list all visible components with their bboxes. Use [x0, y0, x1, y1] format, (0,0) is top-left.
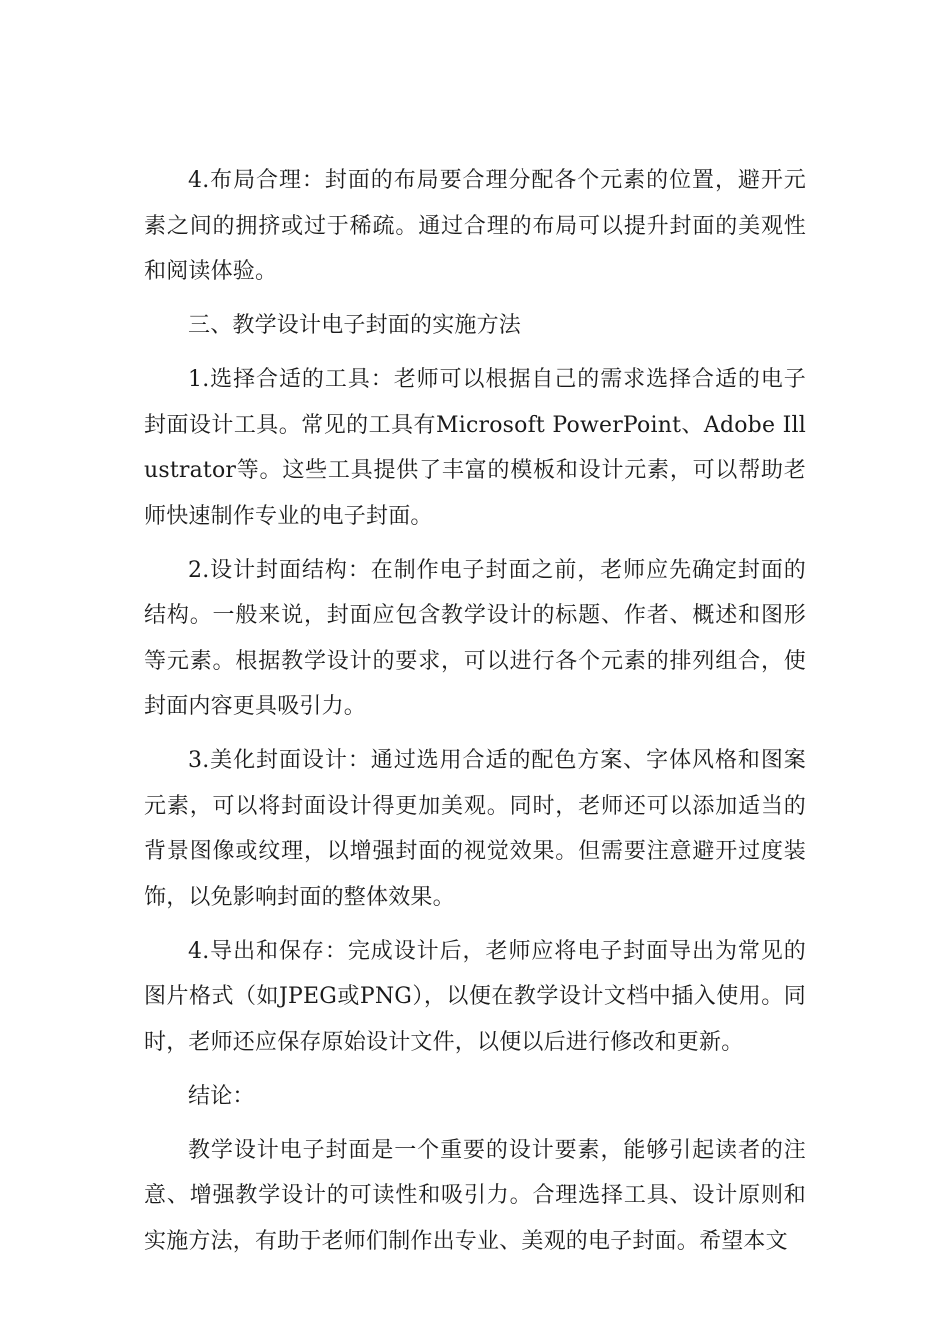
paragraph-export-save: 4.导出和保存：完成设计后，老师应将电子封面导出为常见的图片格式（如JPEG或PNG），以便在教学设计文档中插入使用。同时，老师还应保存原始设计文件，以便以后进行修改和更新。 [144, 938, 806, 1055]
paragraph-choose-tools: 1.选择合适的工具：老师可以根据自己的需求选择合适的电子封面设计工具。常见的工具有Microsoft PowerPoint、Adobe Illustrator等。这些工具提供了丰富的模板和设计元素，可以帮助老师快速制作专业的电子封面。 [144, 367, 806, 529]
conclusion-heading: 结论： [188, 1083, 255, 1109]
section-heading-implementation: 三、教学设计电子封面的实施方法 [188, 313, 522, 338]
paragraph-beautify-design: 3.美化封面设计：通过选用合适的配色方案、字体风格和图案元素，可以将封面设计得更加美观。同时，老师还可以添加适当的背景图像或纹理，以增强封面的视觉效果。但需要注意避开过度装饰，以免影响封面的整体效果。 [144, 748, 806, 910]
paragraph-design-structure: 2.设计封面结构：在制作电子封面之前，老师应先确定封面的结构。一般来说，封面应包含教学设计的标题、作者、概述和图形等元素。根据教学设计的要求，可以进行各个元素的排列组合，使封面内容更具吸引力。 [144, 557, 806, 719]
document-body [144, 158, 806, 1273]
paragraph-layout-principle: 4.布局合理：封面的布局要合理分配各个元素的位置，避开元素之间的拥挤或过于稀疏。通过合理的布局可以提升封面的美观性和阅读体验。 [144, 168, 806, 284]
paragraph-conclusion: 教学设计电子封面是一个重要的设计要素，能够引起读者的注意、增强教学设计的可读性和吸引力。合理选择工具、设计原则和实施方法，有助于老师们制作出专业、美观的电子封面。希望本文 [144, 1137, 806, 1254]
